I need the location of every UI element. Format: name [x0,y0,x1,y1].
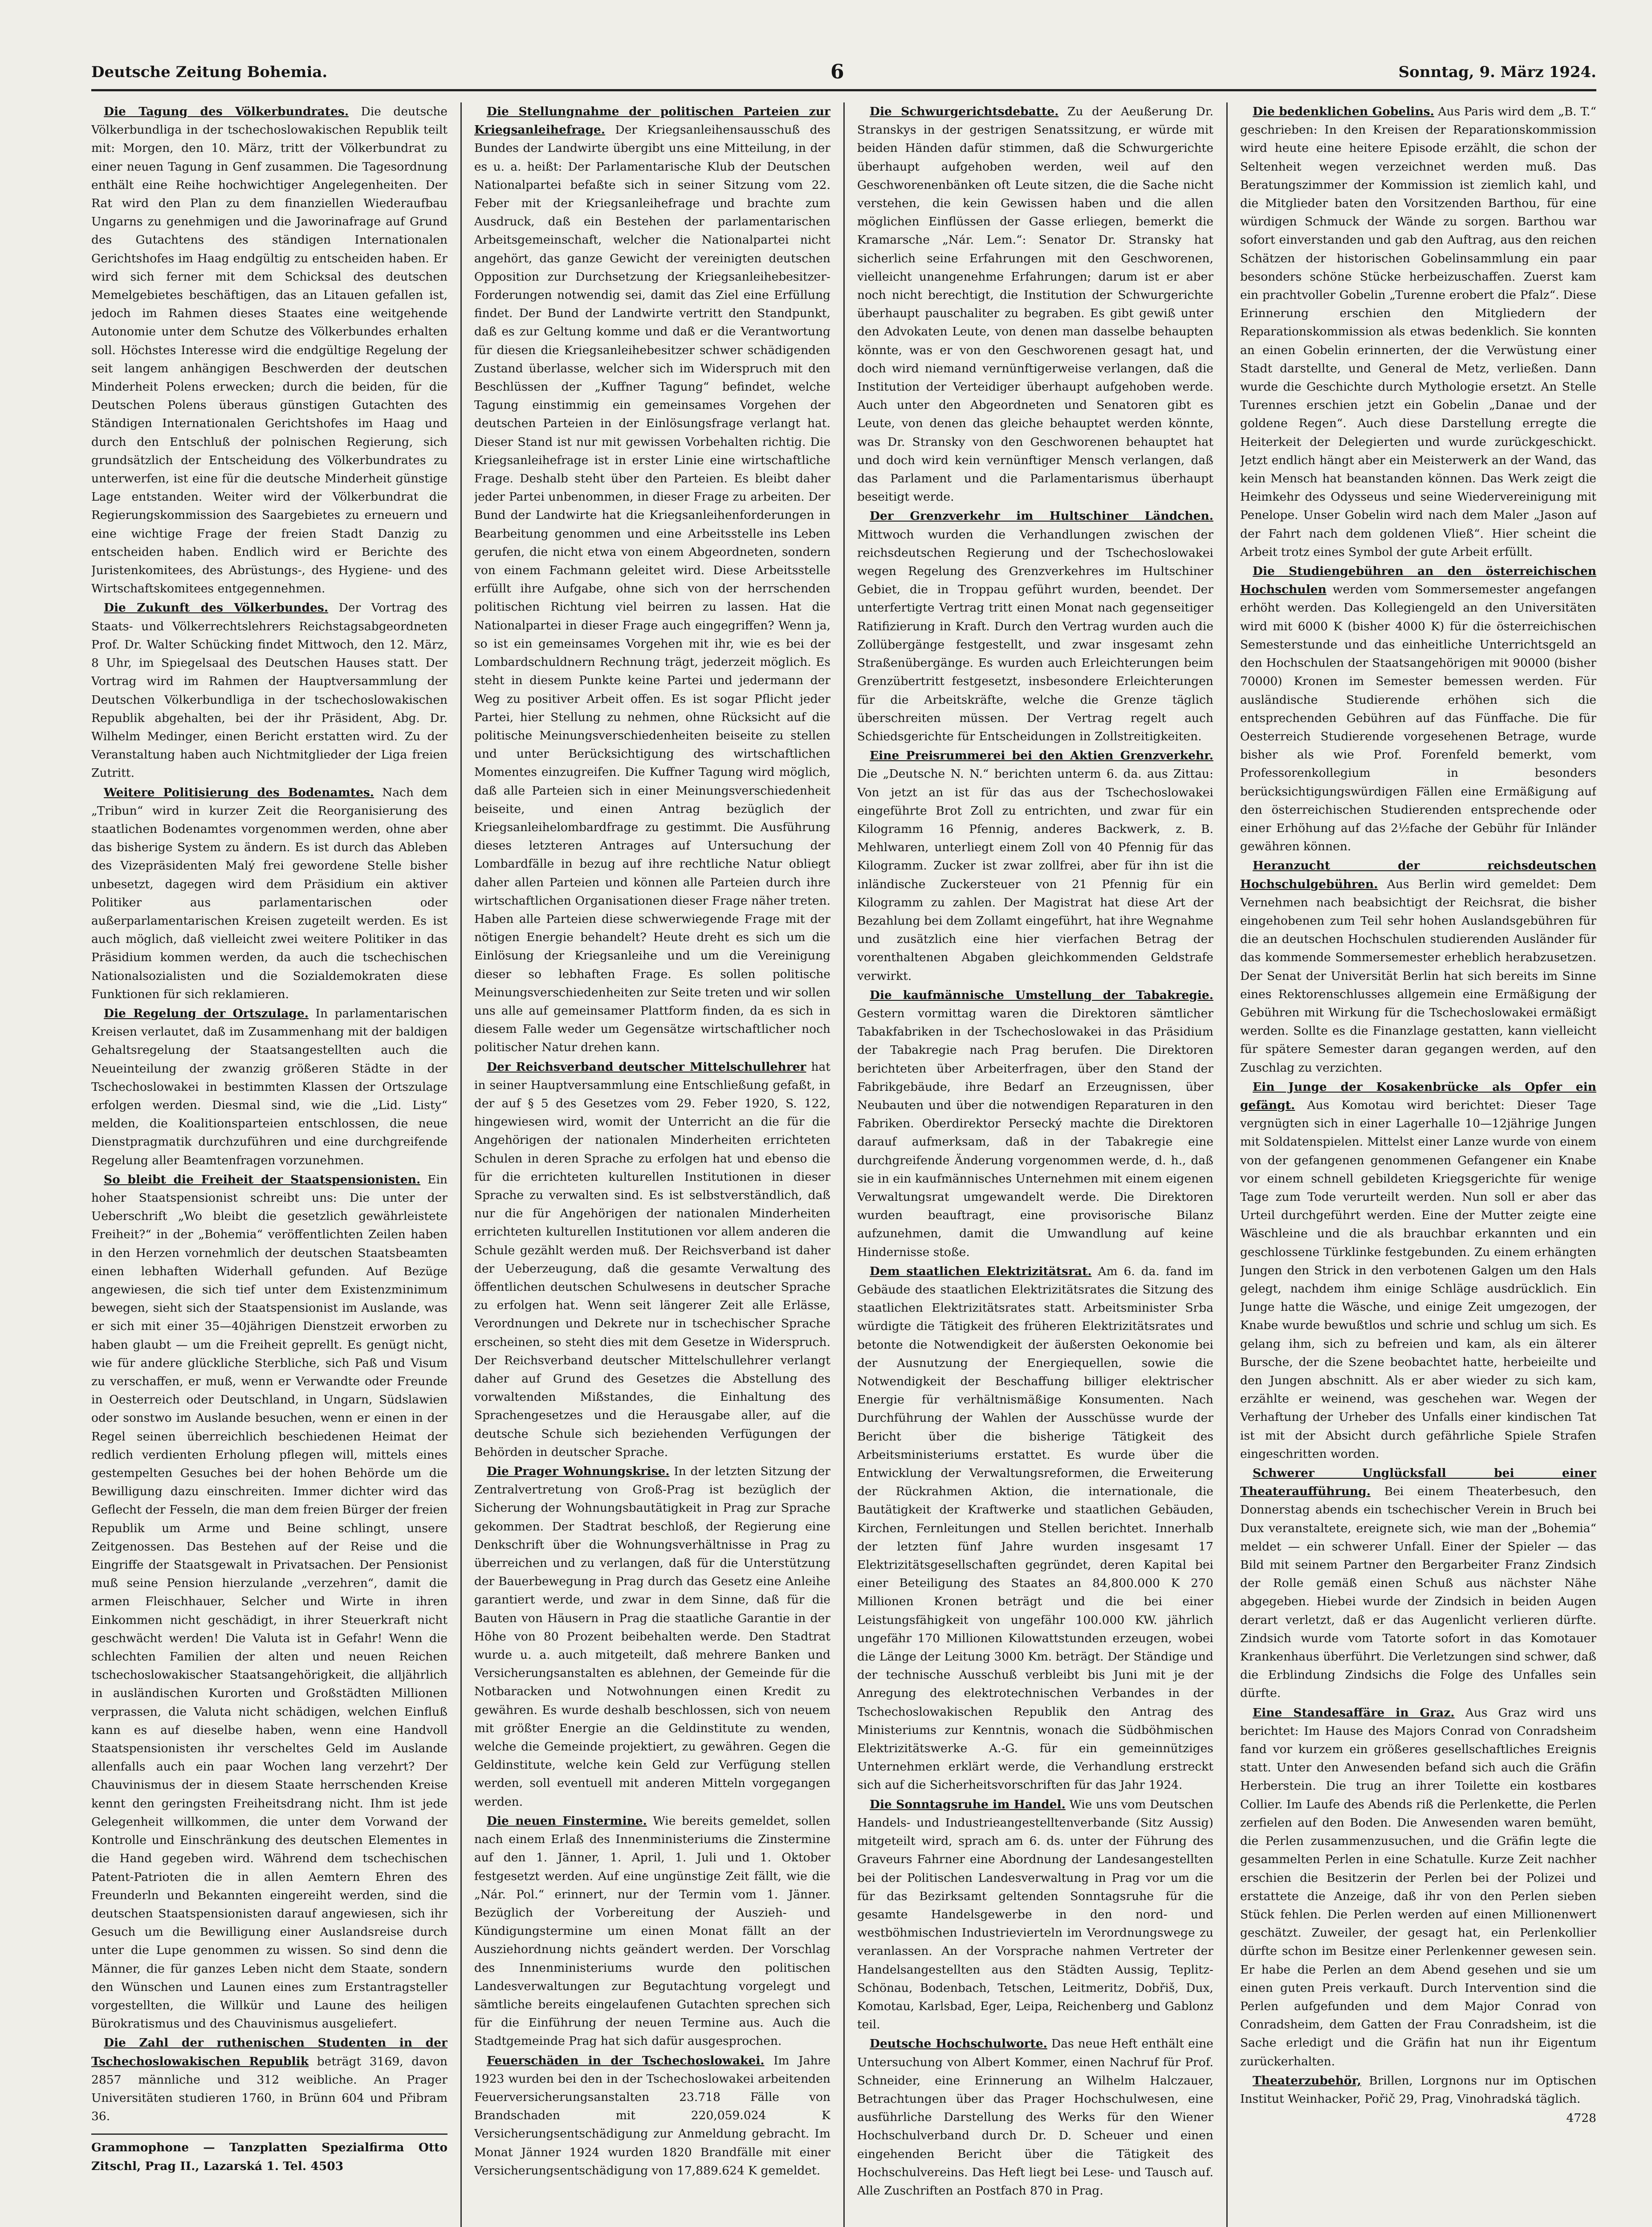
article-paragraph [1240,2072,1596,2108]
article-body: Ein hoher Staatspensionist schreibt uns: Die unter der Ueberschrift „Wo bleibt die gesetzlich gewährleistete Freiheit?“ in der „Bohemia“ veröffentlichten Zeilen haben in den Herzen vornehmlich der deutschen Staatsbeamten einen lebhaften Widerhall gefunden. Auf Bezüge angewiesen, die sich tief unter dem Existenzminimum bewegen, sieht sich der Staatspensionist im Auslande, was er sich mit einer 35—40jährigen Dienstzeit erworben zu haben glaubt — um die Freiheit geprellt. Es genügt nicht, wie für andere glückliche Sterbliche, sich Paß und Visum zu verschaffen, er muß, wenn er Verwandte oder Freunde in Oesterreich oder Deutschland, in Ungarn, Südslawien oder sonstwo im Auslande besuchen, wenn er einen in der Regel seinen überreichlich beschiedenen Heimat der redlich verdienten Erholung pflegen will, mittels eines gestempelten Gesuches bei der hohen Behörde um die Bewilligung dazu einschreiten. Immer dichter wird das Geflecht der Fesseln, die man dem freien Bürger der freien Republik um Arme und Beine schlingt, unsere Zeitgenossen. Das Bestehen auf der Reise und die Eingriffe der Staatsgewalt in Privatsachen. Der Pensionist muß seine Pension hierzulande „verzehren“, damit die armen Fleischhauer, Selcher und Wirte in ihren Einkommen nicht geschädigt, in ihrer Steuerkraft nicht geschwächt werden! Die Valuta ist in Gefahr! Wenn die schlechten Familien der alten und neuen Reichen tschechoslowakischer Staatsangehörigkeit, die alljährlich in ausländischen Kurorten und Großstädten Millionen verprassen, die Valuta nicht schädigen, welchen Einfluß kann es auf dieselbe haben, wenn eine Handvoll Staatspensionisten ihr verscheltes Geld im Auslande allenfalls auch ein paar Wochen lang verzehrt? Der Chauvinismus der in diesem Staate herrschenden Kreise kennt den geringsten Freiheitsdrang nicht. Ihm ist jede Gelegenheit willkommen, die unter dem Vorwand der Kontrolle und Einschränkung des deutschen Elementes in die Hand gegeben wird. Während dem tschechischen Patent-Patrioten die in allen Aemtern Ehren des Freunderln und Bekannten eingereiht werden, sind die deutschen Staatspensionisten darauf angewiesen, sich ihr Gesuch um die Bewilligung einer Auslandsreise durch unter die Lupe genommen zu wissen. So sind denn die Männer, die für ganzes Leben nicht dem Staate, sondern den Wünschen und Launen eines zum Erstantragsteller vorgestellten, die Willkür und Laune des heiligen Bürokratismus und des Chauvinismus ausgeliefert. [91,1172,448,2031]
article-body: Die deutsche Völkerbundliga in der tschechoslowakischen Republik teilt mit: Morgen, den 10. März, tritt der Völkerbundrat zu einer neuen Tagung in Genf zusammen. Die Tagesordnung enthält eine Reihe hochwichtiger Angelegenheiten. Der Rat wird den Plan zu dem finanziellen Wiederaufbau Ungarns zu genehmigen und die Jaworinafrage auf Grund des Gutachtens des ständigen Internationalen Gerichtshofes im Haag endgültig zu entscheiden haben. Er wird sich ferner mit dem Schicksal des deutschen Memelgebietes beschäftigen, das an Litauen gefallen ist, jedoch im Rahmen dieses Staates eine weitgehende Autonomie unter dem Schutze des Völkerbundes erhalten soll. Höchstes Interesse wird die endgültige Regelung der seit langem anhängigen Beschwerden der deutschen Minderheit Polens erwecken; durch die beiden, für die Deutschen Polens überaus günstigen Gutachten des Ständigen Internationalen Gerichtshofes im Haag und durch den Entschluß der polnischen Regierung, sich grundsätzlich der Entscheidung des Völkerbundrates zu unterwerfen, ist eine für die deutsche Minderheit günstige Lage entstanden. Weiter wird der Völkerbundrat die Regierungskommission des Saargebietes zu erneuern und eine wichtige Frage der freien Stadt Danzig zu entscheiden haben. Endlich wird er Berichte des Juristenkomitees, des Abrüstungs-, des Hygiene- und des Wirtschaftskomitees entgegennehmen. [91,105,448,596]
article-headline: Theaterzubehör, [1253,2073,1361,2088]
article-paragraph [91,2034,448,2125]
article-headline: Die neuen Finstermine. [487,1814,647,1828]
article-paragraph [474,102,830,1057]
column-rule [843,102,845,2227]
article-headline: Die Zahl der ruthenischen Studenten in der Tschechoslowakischen Republik [91,2036,448,2068]
article-body: Aus Graz wird uns berichtet: Im Hause des Majors Conrad von Conradsheim fand vor kurzem ein größeres gesellschaftliches Ereignis statt. Unter den Anwesenden befand sich auch die Gräfin Herberstein. Die trug an ihrer Toilette ein kostbares Collier. Im Laufe des Abends riß die Perlenkette, die Perlen zerfielen auf den Boden. Die Anwesenden waren bemüht, die Perlen zusammenzusuchen, und die Gräfin legte die gesammelten Perlen in eine Schatulle. Kurze Zeit nachher erschien die Besitzerin der Perlen bei der Polizei und erstattete die Anzeige, daß ihr von den Perlen sieben Stück fehlen. Die Perlen werden auf einen Millionenwert geschätzt. Zuweiler, der gesagt hat, ein Perlenkollier dürfte schon im Besitze einer Perlenkenner gewesen sein. Er habe die Perlen an dem Abend gesehen und sie um einen guten Preis verkauft. Durch Intervention sind die Perlen aufgefunden und dem Major Conrad von Conradsheim, dem Gatten der Frau Conradsheim, ist die Sache erledigt und die Gräfin hat nun ihr Eigentum zurückerhalten. [1240,1705,1596,2068]
article-headline: Feuerschäden in der Tschechoslowakei. [487,2053,765,2068]
article-paragraph [1240,562,1596,856]
article-body: Nach dem „Tribun“ wird in kurzer Zeit die Reorganisierung des staatlichen Bodenamtes vorgenommen werden, ohne aber das bisherige System zu ändern. Es ist durch das Ableben des Vizepräsidenten Malý frei gewordene Stelle bisher unbesetzt, dagegen wird dem Präsidium ein aktiver Politiker aus parlamentarischen oder außerparlamentarischen Kreisen zugeteilt werden. Es ist auch möglich, daß vielleicht zwei weitere Politiker in das Präsidium kommen werden, da auch die tschechischen Nationalsozialisten und die Sozialdemokraten diese Funktionen für sich reklamieren. [91,785,448,1001]
article-paragraph [857,507,1213,746]
article-headline: Die Regelung der Ortszulage. [104,1006,309,1020]
article-paragraph [857,986,1213,1261]
article-body: Aus Berlin wird gemeldet: Dem Vernehmen nach beabsichtigt der Reichsrat, die bisher eingehobenen zum Teil sehr hohen Auslandsgebühren für die an deutschen Hochschulen studierenden Ausländer für das kommende Sommersemester erheblich herabzusetzen. Der Senat der Universität Berlin hat sich bereits im Sinne eines Rektorenschlusses allgemein eine Ermäßigung der Gebühren mit Wirkung für die Tschechoslowakei ermäßigt werden. Sollte es die Finanzlage gestatten, kann vielleicht für spätere Semester daran gegangen werden, auf den Zuschlag zu verzichten. [1240,877,1596,1075]
article-body: Aus Paris wird dem „B. T.“ geschrieben: In den Kreisen der Reparationskommission wird heute eine heitere Episode erzählt, die schon der Seltenheit wegen verzeichnet werden muß. Das Beratungszimmer der Kommission ist ziemlich kahl, und die Mitglieder baten den Vorsitzenden Barthou, für eine würdigen Schmuck der Wände zu sorgen. Barthou war sofort einverstanden und gab den Auftrag, aus den reichen Schätzen der historischen Gobelinsammlung ein paar besonders schöne Stücke herbeizuschaffen. Zuerst kam ein prachtvoller Gobelin „Turenne erobert die Pfalz“. Diese Erinnerung erschien den Mitgliedern der Reparationskommission als etwas bedenklich. Sie konnten an einen Gobelin erinnerten, der die Verwüstung einer Stadt darstellte, und General de Metz, verließen. Dann wurde die Geschichte durch Mythologie ersetzt. An Stelle Turennes erschien jetzt ein Gobelin „Danae und der goldene Regen“. Auch diese Darstellung erregte die Heiterkeit der Delegierten und wurde zurückgeschickt. Jetzt endlich hängt aber ein Meisterwerk an der Wand, das kein Mensch hat beanstanden können. Das Werk zeigt die Heimkehr des Odysseus und seine Wiedervereinigung mit Penelope. Unser Gobelin wird nach dem Maler „Jason auf der Fahrt nach dem goldenen Vließ“. Hier scheint die Arbeit trotz eines Symbol der gute Arbeit erfüllt. [1240,105,1596,559]
article-headline: So bleibt die Freiheit der Staatspensionisten. [104,1172,421,1187]
article-body: Wie uns vom Deutschen Handels- und Industrieangestelltenverbande (Sitz Aussig) mitgeteilt wird, sprach am 6. ds. unter der Führung des Graveurs Fahrner eine Abordnung der Landesangestellten bei der Politischen Landesverwaltung in Prag vor um die für das Bezirksamt geltenden Sonntagsruhe für die gesamte Handelsgewerbe in den nord- und westböhmischen Industrievierteln im Verordnungswege zu veranlassen. An der Vorsprache nahmen Vertreter der Handelsangestellten aus den Städten Aussig, Teplitz-Schönau, Bodenbach, Tetschen, Leitmeritz, Dobřiš, Dux, Komotau, Karlsbad, Eger, Leipa, Reichenberg und Gablonz teil. [857,1797,1213,2032]
article-paragraph [91,599,448,782]
article-paragraph [1240,1078,1596,1463]
column-1 [91,102,448,2227]
newspaper-page [91,58,1596,2227]
article-body: Brillen, Lorgnons nur im Optischen Institut Weinhacker, Pořič 29, Prag, Vinohradská täglich. [1240,2073,1596,2106]
article-headline: Schwerer Unglücksfall bei einer Theateraufführung. [1240,1466,1596,1499]
article-body: Am 6. da. fand im Gebäude des staatlichen Elektrizitätsrates die Sitzung des staatlichen Elektrizitätsrates statt. Arbeitsminister Srba würdigte die Tätigkeit des früheren Elektrizitätsrates und betonte die Notwendigkeit der äußersten Oekonomie bei der Ausnutzung der Energiequellen, sowie die Notwendigkeit der Beschaffung billiger elektrischer Energie für verhältnismäßige Konsumenten. Nach Durchführung der Wahlen der Ausschüsse wurde der Bericht über die bisherige Tätigkeit des Arbeitsministeriums erstattet. Es wurde über die Entwicklung der Verwaltungsreformen, die Erweiterung der Rückrahmen Aktion, die internationale, die Bautätigkeit der Kraftwerke und staatlichen Gebäuden, Kirchen, Fernleitungen und Stellen berichtet. Innerhalb der letzten fünf Jahre wurden insgesamt 17 Elektrizitätsgesellschaften gegründet, deren Kapital bei einer Beteiligung des Staates an 84,800.000 K 270 Millionen Kronen beträgt und die bei einer Leistungsfähigkeit von ungefähr 100.000 KW. jährlich ungefähr 170 Millionen Kilowattstunden erzeugen, wobei die Länge der Leitung 3000 Km. beträgt. Der Ständige und der technische Ausschuß verbleibt bis Juni mit je der Anregung des elektrotechnischen Verbandes in der Tschechoslowakischen Republik den Antrag des Ministeriums zur Kenntnis, wonach die Südböhmischen Elektrizitätswerke A.-G. für ein gemeinnütziges Unternehmen erklärt werde, die Verhandlung erstreckt sich auf die Sicherheitsvorschriften für das Jahr 1924. [857,1264,1213,1792]
article-body: Im Jahre 1923 wurden bei den in der Tschechoslowakei arbeitenden Feuerversicherungsanstalten 23.718 Fälle von Brandschaden mit 220,059.024 K Versicherungsentschädigung zur Anmeldung gebracht. Im Monat Jänner 1924 wurden 1820 Brandfälle mit einer Versicherungsentschädigung von 17,889.624 K gemeldet. [474,2053,830,2178]
issue-date: Sonntag, 9. März 1924. [1398,63,1596,81]
article-headline: Dem staatlichen Elektrizitätsrat. [870,1264,1092,1278]
article-body: hat in seiner Hauptversammlung eine Entschließung gefaßt, in der auf § 5 des Gesetzes vom 29. Feber 1920, S. 122, hingewiesen wird, womit der Unterricht an die für die Angehörigen der nationalen Minderheiten errichteten Schulen in deren Sprache zu erfolgen hat und ebenso die für die errichteten kulturellen Institutionen in dieser Sprache zu verwalten sind. Es ist selbstverständlich, daß nur die für Angehörigen der nationalen Minderheiten errichteten kulturellen Institutionen vor allem anderen die Schule gezählt werden muß. Der Reichsverband ist daher der Ueberzeugung, daß die gesamte Verwaltung des öffentlichen deutschen Schulwesens in deutscher Sprache zu erfolgen hat. Wenn seit längerer Zeit alle Erlässe, Verordnungen und Dekrete nur in tschechischer Sprache erscheinen, so steht dies mit dem Gesetze in Widerspruch. Der Reichsverband deutscher Mittelschullehrer verlangt daher auf Grund des Gesetzes die Abstellung des vorwaltenden Mißstandes, die Einhaltung des Sprachengesetzes und die Herausgabe aller, auf die deutsche Schule sich beziehenden Verfügungen der Behörden in deutscher Sprache. [474,1060,830,1459]
article-headline: Heranzucht der reichsdeutschen Hochschulgebühren. [1240,859,1596,891]
article-headline: Die Prager Wohnungskrise. [487,1464,670,1479]
article-body: Der Vortrag des Staats- und Völkerrechtslehrers Reichstagsabgeordneten Prof. Dr. Walter Schücking findet Mittwoch, den 12. März, 8 Uhr, im Spiegelsaal des Deutschen Hauses statt. Der Vortrag wird im Rahmen der Hauptversammlung der Deutschen Völkerbundliga in der tschechoslowakischen Republik abgehalten, bei der ihr Präsident, Abg. Dr. Wilhelm Medinger, einen Bericht erstatten wird. Zu der Veranstaltung haben auch Nichtmitglieder der Liga freien Zutritt. [91,601,448,780]
article-headline: Die Zukunft des Völkerbundes. [104,601,329,615]
article-headline: Die bedenklichen Gobelins. [1253,105,1434,118]
article-headline: Die Sonntagsruhe im Handel. [870,1797,1066,1811]
article-paragraph [474,2052,830,2180]
article-headline: Eine Standesaffäre in Graz. [1253,1705,1455,1720]
column-2 [474,102,830,2227]
article-headline: Eine Preisrummerei bei den Aktien Grenzverkehr. [870,749,1213,763]
article-paragraph [857,1795,1213,2034]
advertisement-text: Grammophone — Tanzplatten Spezialfirma Otto Zitschl, Prag II., Lazarská 1. Tel. 4503 [91,2141,448,2173]
article-body: Wie bereits gemeldet, sollen nach einem Erlaß des Innenministeriums die Zinstermine auf den 1. Jänner, 1. April, 1. Juli und 1. Oktober festgesetzt werden. Auf eine ungünstige Zeit fällt, wie die „Nár. Pol.“ erinnert, nur der Termin vom 1. Jänner. Bezüglich der Vorbereitung der Auszieh- und Kündigungstermine um einen Monat fällt an der Ausziehordnung nichts geändert werden. Der Vorschlag des Innenministeriums wurde den politischen Landesverwaltungen zur Begutachtung vorgelegt und sämtliche bereits eingelaufenen Gutachten sprechen sich für die Einführung der neuen Termine aus. Auch die Stadtgemeinde Prag hat sich dafür ausgesprochen. [474,1814,830,2048]
article-columns [91,102,1596,2227]
article-paragraph [91,1171,448,2033]
article-headline: Der Grenzverkehr im Hultschiner Ländchen. [870,509,1213,523]
article-headline: Weitere Politisierung des Bodenamtes. [104,785,374,799]
article-headline: Die Schwurgerichtsdebatte. [870,105,1059,118]
article-headline: Die Studiengebühren an den österreichischen Hochschulen [1240,564,1596,597]
article-paragraph [1240,857,1596,1077]
article-body: In der letzten Sitzung der Zentralvertretung von Groß-Prag ist bezüglich der Sicherung der Wohnungsbautätigkeit in Prag zur Sprache gekommen. Der Stadtrat beschloß, der Regierung eine Denkschrift über die Wohnungsverhältnisse in Prag zu überreichen und zu verlangen, daß für die Unterstützung der Bauerbewegung in Prag durch das Gesetz eine Anleihe garantiert werde, und zwar in dem Sinne, daß für die Bauten von Häusern in Prag die staatliche Garantie in der Höhe von 80 Prozent beibehalten werde. Den Stadtrat wurde u. a. auch mitgeteilt, daß mehrere Banken und Versicherungsanstalten es ablehnen, der Gemeinde für die Notbaracken und Notwohnungen einen Kredit zu gewähren. Es wurde deshalb beschlossen, sich von neuem mit größter Energie an die Geldinstitute zu wenden, welche die Gemeinde projektiert, zu gewähren. Gegen die Geldinstitute, welche kein Geld zur Verfügung stellen werden, soll eventuell mit anderen Mitteln vorgegangen werden. [474,1464,830,1809]
article-body: Die „Deutsche N. N.“ berichten unterm 6. da. aus Zittau: Von jetzt an ist für das aus der Tschechoslowakei eingeführte Brot Zoll zu entrichten, und zwar für ein Kilogramm 16 Pfennig, anderes Backwerk, z. B. Mehlwaren, unterliegt einem Zoll von 40 Pfennig für das Kilogramm. Zucker ist zwar zollfrei, aber für ihn ist die inländische Zuckersteuer von 21 Pfennig für ein Kilogramm zu zahlen. Der Magistrat hat diese Art der Bezahlung bei dem Zollamt eingeführt, hat ihre Wegnahme und zusätzlich eine hier vierfachen Betrag der vorenthaltenen Abgaben gleichkommenden Geldstrafe verwirkt. [857,767,1213,983]
article-body: werden vom Sommersemester angefangen erhöht werden. Das Kollegiengeld an den Universitäten wird mit 6000 K (bisher 4000 K) für die österreichischen Semesterstunde und das einheitliche Unterrichtsgeld an den Hochschulen der Staatsangehörigen mit 90000 (bisher 70000) Kronen im Semester bemessen werden. Für ausländische Studierende erhöhen sich die entsprechenden Gebühren auf das Fünffache. Die für Oesterreich Studierende vorgesehenen Betrage, wurde bisher als wie Prof. Forenfeld bemerkt, vom Professorenkollegium in besonders berücksichtigungswürdigen Fällen eine Ermäßigung auf den österreichischen Studierenden entsprechende oder einer Erhöhung auf das 2½fache der Gebühr für Inländer gewähren können. [1240,583,1596,854]
article-paragraph [1240,1464,1596,1703]
column-3 [857,102,1213,2227]
advertisement [91,2133,448,2175]
article-headline: Deutsche Hochschulworte. [870,2037,1047,2051]
article-headline: Ein Junge der Kosakenbrücke als Opfer ein gefängt. [1240,1080,1596,1112]
article-headline: Der Reichsverband deutscher Mittelschullehrer [487,1060,806,1074]
column-4 [1240,102,1596,2227]
article-paragraph [91,783,448,1003]
article-headline: Die Tagung des Völkerbundrates. [104,105,349,118]
article-headline: Die Stellungnahme der politischen Parteien zur Kriegsanleihefrage. [474,105,830,137]
article-headline: Die kaufmännische Umstellung der Tabakregie. [870,988,1213,1002]
article-paragraph [474,1462,830,1811]
column-rule [1226,102,1228,2227]
article-body: Der Kriegsanleihensausschuß des Bundes der Landwirte übergibt uns eine Mitteilung, in der es u. a. heißt: Der Parlamentarische Klub der Deutschen Nationalpartei befaßte sich in seiner Sitzung vom 22. Feber mit der Kriegsanleihefrage und brachte zum Ausdruck, daß ein Bestehen der parlamentarischen Arbeitsgemeinschaft, welcher die Nationalpartei nicht angehört, das ganze Gewicht der vereinigten deutschen Opposition zur Durchsetzung der Kriegsanleihebesitzer-Forderungen notwendig sei, damit das Ziel eine Erfüllung findet. Der Bund der Landwirte vertritt den Standpunkt, daß es zur Geltung komme und daß er die Verantwortung für diesen die Kriegsanleihebesitzer schwer schädigenden Zustand überlasse, welcher sich im Widerspruch mit den Beschlüssen der „Kuffner Tagung“ befindet, welche Tagung einstimmig ein gemeinsames Vorgehen der deutschen Parteien in der Einlösungsfrage verlangt hat. Dieser Stand ist nur mit gewissen Vorbehalten richtig. Die Kriegsanleihefrage ist in erster Linie eine wirtschaftliche Frage. Deshalb steht über den Parteien. Es bleibt daher jeder Partei unbenommen, in dieser Frage zu arbeiten. Der Bund der Landwirte hat die Kriegsanleihenforderungen in Bearbeitung genommen und eine Arbeitsstelle ins Leben gerufen, die nicht etwa von einem Abgeordneten, sondern von einem Fachmann geleitet wird. Diese Arbeitsstelle erfüllt ihre Aufgabe, ohne sich von der herrschenden politischen Richtung viel beirren zu lassen. Hat die Nationalpartei in dieser Frage auch eingegriffen? Wenn ja, so ist ein gemeinsames Vorgehen mit ihr, wie es bei der Lombardschuldnern Rechnung trägt, jederzeit möglich. Es steht in diesem Punkte keine Partei und jedermann der Weg zu positiver Arbeit offen. Es ist sogar Pflicht jeder Partei, hier Stellung zu nehmen, ohne Rücksicht auf die politische Meinungsverschiedenheiten beiseite zu stellen und unter Berücksichtigung des wirtschaftlichen Momentes einzugreifen. Die Kuffner Tagung wird möglich, daß alle Parteien sich in einer Meinungsverschiedenheit beiseite, und einen Antrag bezüglich der Kriegsanleihelombardfrage zu gestimmt. Die Ausführung dieses letzteren Antrages auf Untersuchung der Lombardfälle in bezug auf ihre rechtliche Natur obliegt daher allen Parteien und können alle Parteien durch ihre wirtschaftlichen Organisationen dieser Frage näher treten. Haben alle Parteien diese schwerwiegende Frage mit der nötigen Energie behandelt? Heute dreht es sich um die Einlösung der Kriegsanleihe und um die Vereinigung dieser so lebhaften Frage. Es sollen politische Meinungsverschiedenheiten zur Seite treten und wir sollen uns alle auf gemeinsamer Plattform finden, da es sich in diesem Falle weder um Gegensätze wirtschaftlicher noch politischer Natur drehen kann. [474,123,830,1055]
article-paragraph [1240,1704,1596,2071]
article-body: Zu der Aeußerung Dr. Stranskys in der gestrigen Senatssitzung, er würde mit beiden Händen dafür stimmen, daß die Schwurgerichte überhaupt aufgehoben werden, weil auf den Geschworenenbänken oft Leute sitzen, die die Sache nicht verstehen, die kein Gewissen haben und die allen möglichen Einflüssen der Gasse erliegen, bemerkt die Kramarsche „Nár. Lem.“: Senator Dr. Stransky hat sicherlich seine Erfahrungen mit den Geschworenen, vielleicht unangenehme Erfahrungen; darum ist er aber noch nicht berechtigt, die Institution der Schwurgerichte überhaupt pauschaliter zu begraben. Es gibt gewiß unter den Advokaten Leute, von denen man dasselbe behaupten könnte, was er von den Geschworenen gesagt hat, und doch wird niemand vernünftigerweise verlangen, daß die Institution der Verteidiger überhaupt aufgehoben werde. Auch unter den Abgeordneten und Senatoren gibt es Leute, von denen das gleiche behauptet werden könnte, was Dr. Stransky von den Geschworenen behauptet hat und doch wird kein vernünftiger Mensch verlangen, daß das Parlament und die Parlamentarismus überhaupt beseitigt werde. [857,105,1213,504]
page-number: 6 [830,61,844,83]
article-body: Gestern vormittag waren die Direktoren sämtlicher Tabakfabriken in der Tschechoslowakei in das Präsidium der Tabakregie nach Prag berufen. Die Direktoren berichteten über Arbeiterfragen, über den Stand der Fabrikgebäude, ihre Bedarf an Erzeugnissen, über Neubauten und über die notwendigen Reparaturen in den Fabriken. Oberdirektor Persecký machte die Direktoren darauf aufmerksam, daß in der Tabakregie eine durchgreifende Änderung vorgenommen werde, d. h., daß sie in ein kaufmännisches Unternehmen mit einem eigenen Verwaltungsrat umgewandelt werde. Die Direktoren wurden beauftragt, eine provisorische Bilanz aufzunehmen, damit die Umwandlung auf keine Hindernisse stoße. [857,1006,1213,1259]
article-body: Bei einem Theaterbesuch, den Donnerstag abends ein tschechischer Verein in Bruch bei Dux veranstaltete, ereignete sich, wie man der „Bohemia“ meldet — ein schwerer Unfall. Einer der Spieler — das Bild mit seinem Partner den Bergarbeiter Franz Zindsich der Rolle gemäß einen Schuß aus nächster Nähe abgegeben. Hiebei wurde der Zindsich in beiden Augen derart verletzt, daß er das Augenlicht verlieren dürfte. Zindsich wurde vom Tatorte sofort in das Komotauer Krankenhaus überführt. Die Verletzungen sind schwer, daß die Erblindung Zindsichs die Folge des Unfalles sein dürfte. [1240,1485,1596,1701]
article-paragraph [857,2035,1213,2200]
article-paragraph [91,1004,448,1170]
article-body: In parlamentarischen Kreisen verlautet, daß im Zusammenhang mit der baldigen Gehaltsregelung der Staatsangestellten auch die Neueinteilung der zwanzig größeren Städte in der Tschechoslowakei in bestimmten Klassen der Ortszulage erfolgen werden. Diesmal sind, wie die „Lid. Listy“ melden, die Koalitionsparteien entschlossen, die neue Dienstpragmatik durchzuführen und eine durchgreifende Regelung aller Beamtenfragen vorzunehmen. [91,1006,448,1167]
article-body: Aus Komotau wird berichtet: Dieser Tage vergnügten sich in einer Lagerhalle 10—12jährige Jungen mit Soldatenspielen. Mittelst einer Lanze wurde von einem von der gefangenen genommenen Gefangener ein Knabe vor einem schnell gebildeten Kriegsgerichte für wenige Tage zum Tode verurteilt werden. Nun soll er aber das Urteil durchgeführt werden. Eine der Mutter zeigte eine Wäschleine und die als brauchbar erkannten und ein geschlossene Türklinke festgebunden. Zu einem erhängten Jungen den Strick in den verbotenen Galgen um den Hals gelegt, nachdem ihm einige Schläge ausdrücklich. Ein Junge hatte die Wäsche, und einige Zeit umgezogen, der Knabe wurde bewußtlos und schrie und schlug um sich. Es gelang ihm, sich zu befreien und kam, als ein älterer Bursche, der die Szene beobachtet hatte, herbeieilte und den Jungen abschnitt. Als er aber wieder zu sich kam, erzählte er weinend, was geschehen war. Wegen der Verhaftung der Urheber des Unfalls einer kindischen Tat ist mit der Absicht durch gefährliche Spiele Strafen eingeschritten worden. [1240,1098,1596,1461]
article-body: beträgt 3169, davon 2857 männliche und 312 weibliche. An Prager Universitäten studieren 1760, in Brünn 604 und Přibram 36. [91,2054,448,2124]
article-paragraph [857,1262,1213,1795]
print-number: 4728 [1566,2111,1596,2125]
article-paragraph [474,1058,830,1461]
article-paragraph [1240,102,1596,561]
article-body: Mittwoch wurden die Verhandlungen zwischen der reichsdeutschen Regierung und der Tschechoslowakei wegen Regelung des Grenzverkehres im Hultschiner Gebiet, die in Troppau geführt wurden, beendet. Der unterfertigte Vertrag tritt einen Monat nach gegenseitiger Ratifizierung in Kraft. Durch den Vertrag wurden auch die Zollübergänge festgestellt, und zwar insgesamt zehn Straßenübergänge. Es wurden auch Erleichterungen beim Grenzübertritt festgesetzt, insbesondere Erleichterungen für die Arbeitskräfte, welche die Grenze täglich überschreiten müssen. Der Vertrag regelt auch Schiedsgerichte für Entscheidungen in Zollstreitigkeiten. [857,527,1213,743]
column-rule [460,102,462,2227]
article-paragraph [857,746,1213,985]
article-body: Das neue Heft enthält eine Untersuchung von Albert Kommer, einen Nachruf für Prof. Schneider, eine Erinnerung an Wilhelm Halczauer, Betrachtungen über das Prager Hochschulwesen, eine ausführliche Darstellung des Werks für den Wiener Hochschulverband durch Dr. D. Scheuer und einen eingehenden Bericht über die Tätigkeit des Hochschulvereins. Das Heft liegt bei Lese- und Tausch auf. Alle Zuschriften an Postfach 870 in Prag. [857,2037,1213,2198]
article-paragraph [91,102,448,598]
paper-title: Deutsche Zeitung Bohemia. [91,63,328,81]
article-paragraph [857,102,1213,506]
masthead [91,58,1596,91]
article-paragraph [474,1812,830,2051]
